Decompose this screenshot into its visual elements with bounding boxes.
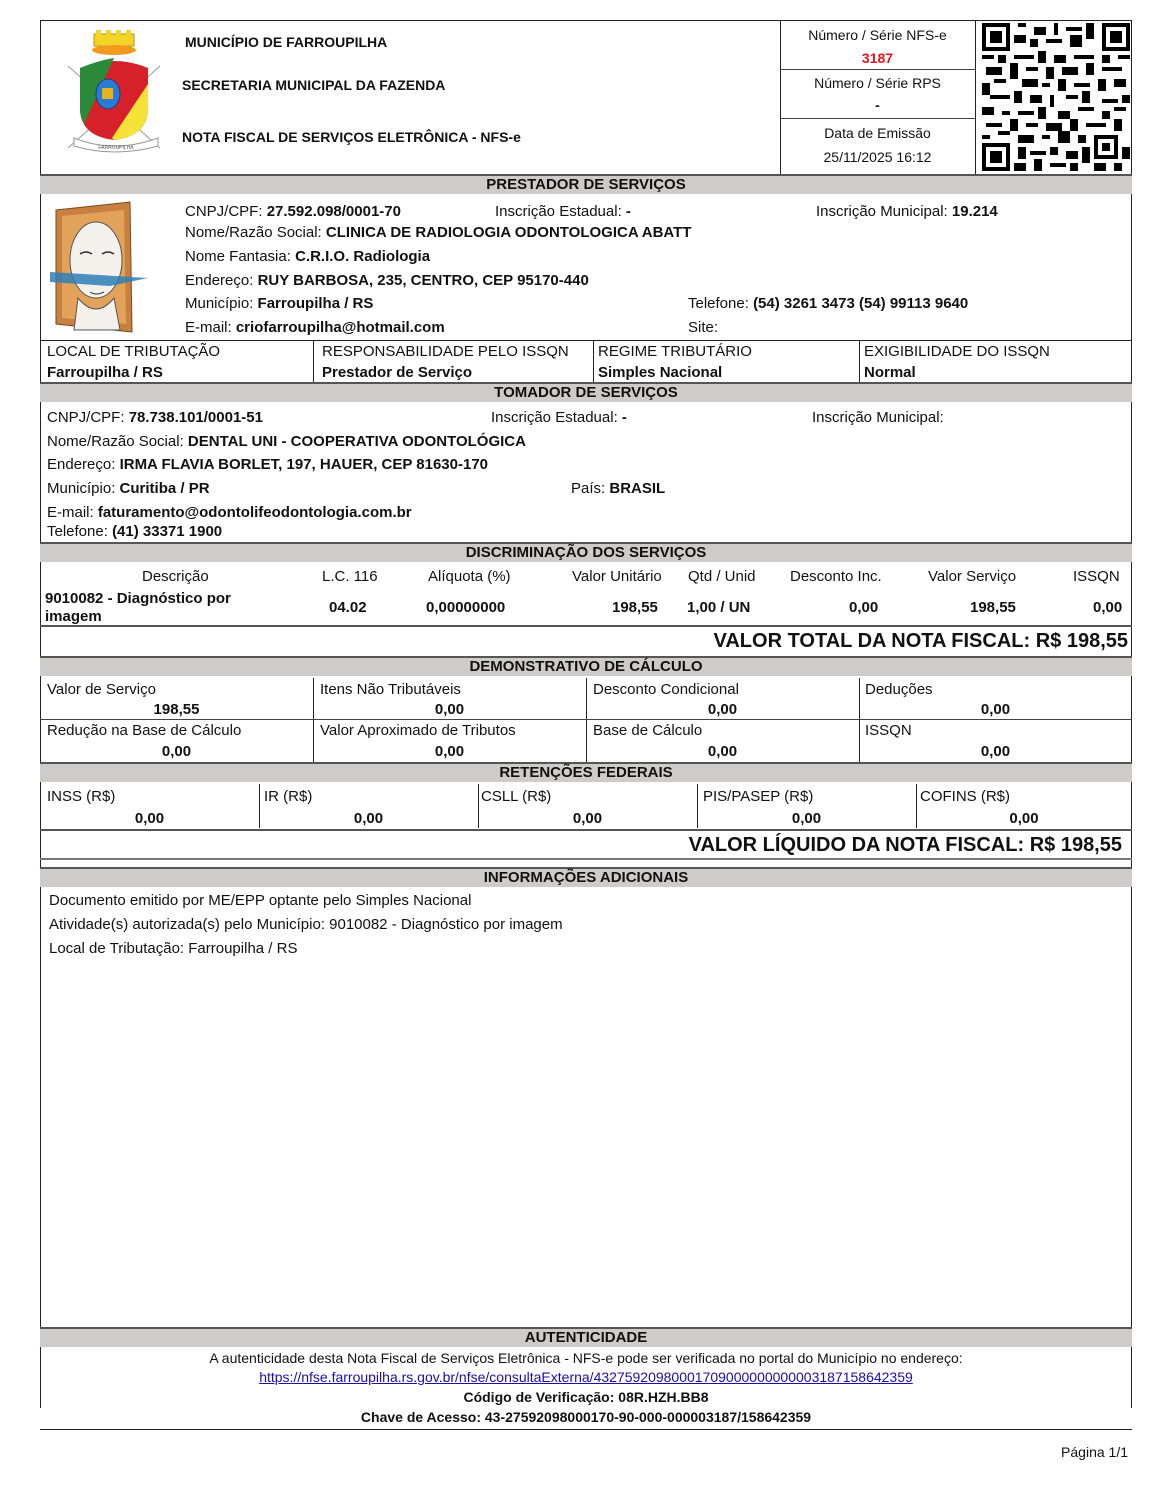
service-qty-unit: 1,00 / UN: [687, 599, 751, 616]
col-lc116: L.C. 116: [322, 568, 378, 585]
tax-location-label: LOCAL DE TRIBUTAÇÃO: [47, 343, 221, 360]
prestador-email: [185, 319, 445, 336]
bottom-border: [40, 1429, 1132, 1430]
document-title: NOTA FISCAL DE SERVIÇOS ELETRÔNICA - NFS-e: [182, 129, 521, 145]
tomador-im: [812, 409, 944, 426]
prestador-address: [185, 272, 589, 289]
prestador-site: [688, 319, 718, 336]
label: Endereço:: [185, 272, 254, 289]
qr-code-icon[interactable]: [982, 23, 1130, 171]
calc-base-label: Base de Cálculo: [593, 722, 703, 739]
label: Endereço:: [47, 456, 116, 473]
header-divider: [975, 20, 976, 174]
deductions-label: Deduções: [865, 681, 933, 698]
svg-text:FARROUPILHA: FARROUPILHA: [98, 145, 134, 151]
value: -: [621, 409, 627, 426]
label: Município:: [47, 480, 116, 497]
col-discount: Desconto Inc.: [790, 568, 882, 585]
service-aliquota: 0,00000000: [426, 599, 506, 616]
inss-label: INSS (R$): [47, 788, 116, 805]
description-line: 9010082 - Diagnóstico por: [45, 590, 231, 607]
retentions-section-header: RETENÇÕES FEDERAIS: [40, 762, 1132, 782]
label: Município:: [185, 295, 254, 312]
col-issqn: ISSQN: [1073, 568, 1120, 585]
table-row: [40, 590, 1132, 626]
tomador-cnpj: [47, 409, 263, 426]
label: E-mail:: [185, 319, 232, 336]
cofins-value: 0,00: [1009, 810, 1039, 827]
calc-base-amount: 0,00: [707, 743, 738, 760]
calculation-section-header: DEMONSTRATIVO DE CÁLCULO: [40, 656, 1132, 676]
prestador-city: [185, 295, 373, 312]
secretariat-name: SECRETARIA MUNICIPAL DA FAZENDA: [182, 77, 446, 93]
cell-divider: [593, 340, 594, 382]
label: CNPJ/CPF:: [185, 203, 263, 220]
page-number: Página 1/1: [1061, 1444, 1128, 1460]
label: Inscrição Estadual:: [491, 409, 618, 426]
divider: [40, 719, 1132, 720]
issqn-amount: 0,00: [980, 743, 1011, 760]
col-unit-value: Valor Unitário: [572, 568, 662, 585]
service-value: 198,55: [970, 599, 1016, 616]
label: Inscrição Estadual:: [495, 203, 622, 220]
prestador-cnpj: [185, 203, 401, 220]
value: (54) 3261 3473 (54) 99113 9640: [753, 295, 969, 312]
ir-value: 0,00: [353, 810, 384, 827]
label: Nome/Razão Social:: [47, 433, 184, 450]
ir-label: IR (R$): [264, 788, 313, 805]
total-invoice-value: VALOR TOTAL DA NOTA FISCAL: R$ 198,55: [713, 630, 1128, 652]
value: Curitiba / PR: [119, 480, 210, 497]
top-border: [40, 20, 1132, 21]
value: 78.738.101/0001-51: [128, 409, 263, 426]
tax-location-value: Farroupilha / RS: [47, 364, 163, 381]
label: Nome Fantasia:: [185, 248, 291, 265]
service-unit-value: 198,55: [612, 599, 658, 616]
inss-value: 0,00: [134, 810, 165, 827]
verification-url-wrapper: [40, 1369, 1132, 1385]
header-row-divider: [780, 118, 975, 119]
value: 27.592.098/0001-70: [266, 203, 401, 220]
col-aliquota: Alíquota (%): [428, 568, 511, 585]
additional-info-line: Documento emitido por ME/EPP optante pelo Simples Nacional: [49, 892, 472, 909]
tomador-country: [571, 480, 665, 497]
divider: [40, 625, 1132, 627]
value: -: [625, 203, 631, 220]
value: C.R.I.O. Radiologia: [295, 248, 431, 265]
additional-info-section-header: INFORMAÇÕES ADICIONAIS: [40, 867, 1132, 887]
deductions-amount: 0,00: [980, 701, 1011, 718]
cell-divider: [859, 340, 860, 382]
authenticity-section-header: AUTENTICIDADE: [40, 1327, 1132, 1347]
verification-url-link[interactable]: https://nfse.farroupilha.rs.gov.br/nfse/consultaExterna/43275920980001709000000000003187158642359: [259, 1369, 913, 1385]
pis-pasep-label: PIS/PASEP (R$): [703, 788, 814, 805]
label: CNPJ/CPF:: [47, 409, 125, 426]
additional-info-line: Atividade(s) autorizada(s) pelo Município: 9010082 - Diagnóstico por imagem: [49, 916, 563, 933]
issqn-responsibility-value: Prestador de Serviço: [322, 364, 473, 381]
conditional-discount-label: Desconto Condicional: [593, 681, 739, 698]
tax-regime-value: Simples Nacional: [598, 364, 723, 381]
label: Nome/Razão Social:: [185, 224, 322, 241]
access-key: Chave de Acesso: 43-27592098000170-90-000-000003187/158642359: [360, 1409, 812, 1425]
approx-taxes-label: Valor Aproximado de Tributos: [320, 722, 516, 739]
col-qty-unit: Qtd / Unid: [688, 568, 756, 585]
prestador-ie: [495, 203, 631, 220]
tomador-section-header: TOMADOR DE SERVIÇOS: [40, 382, 1132, 402]
label: E-mail:: [47, 504, 94, 521]
divider: [40, 858, 1132, 860]
approx-taxes-amount: 0,00: [434, 743, 465, 760]
col-description: Descrição: [142, 568, 209, 585]
cofins-label: COFINS (R$): [920, 788, 1010, 805]
label: País:: [571, 480, 606, 497]
value: RUY BARBOSA, 235, CENTRO, CEP 95170-440: [257, 272, 589, 289]
conditional-discount-amount: 0,00: [707, 701, 738, 718]
label: Telefone:: [688, 295, 749, 312]
cell-divider: [313, 340, 314, 382]
non-taxable-label: Itens Não Tributáveis: [320, 681, 461, 698]
net-invoice-value: VALOR LÍQUIDO DA NOTA FISCAL: R$ 198,55: [688, 834, 1122, 856]
description-line: imagem: [45, 608, 102, 625]
value: CLINICA DE RADIOLOGIA ODONTOLOGICA ABATT: [325, 224, 692, 241]
value: 19.214: [951, 203, 998, 220]
value: Farroupilha / RS: [257, 295, 374, 312]
non-taxable-amount: 0,00: [434, 701, 465, 718]
pis-pasep-value: 0,00: [791, 810, 822, 827]
service-lc116: 04.02: [329, 599, 367, 616]
issqn-responsibility-label: RESPONSABILIDADE PELO ISSQN: [322, 343, 569, 360]
nfse-number-label: Número / Série NFS-e: [808, 27, 947, 43]
issue-date-label: Data de Emissão: [824, 125, 931, 141]
value: (41) 33371 1900: [112, 523, 223, 540]
municipality-name: MUNICÍPIO DE FARROUPILHA: [185, 34, 388, 50]
value: IRMA FLAVIA BORLET, 197, HAUER, CEP 81630-170: [119, 456, 488, 473]
label: Inscrição Municipal:: [812, 409, 944, 426]
value: DENTAL UNI - COOPERATIVA ODONTOLÓGICA: [187, 433, 526, 450]
tomador-phone: [47, 523, 222, 540]
provider-logo-icon: [50, 200, 150, 340]
csll-label: CSLL (R$): [481, 788, 552, 805]
value: faturamento@odontolifeodontologia.com.br: [97, 504, 412, 521]
additional-info-line: Local de Tributação: Farroupilha / RS: [49, 940, 298, 957]
tomador-city: [47, 480, 210, 497]
prestador-section-header: PRESTADOR DE SERVIÇOS: [40, 174, 1132, 194]
issqn-exigibility-label: EXIGIBILIDADE DO ISSQN: [864, 343, 1050, 360]
service-value-amount: 198,55: [153, 701, 200, 718]
prestador-name: [185, 224, 691, 241]
services-section-header: DISCRIMINAÇÃO DOS SERVIÇOS: [40, 542, 1132, 562]
base-reduction-amount: 0,00: [161, 743, 192, 760]
divider: [40, 829, 1132, 831]
col-service-value: Valor Serviço: [928, 568, 1017, 585]
prestador-fantasy: [185, 248, 430, 265]
service-description: [45, 590, 231, 626]
issue-date: 25/11/2025 16:12: [823, 149, 932, 165]
divider: [40, 340, 1132, 341]
tomador-email: [47, 504, 412, 521]
nfse-number: 3187: [861, 50, 894, 66]
csll-value: 0,00: [572, 810, 603, 827]
tomador-ie: [491, 409, 627, 426]
header-row-divider: [780, 69, 975, 70]
authenticity-text: A autenticidade desta Nota Fiscal de Serviços Eletrônica - NFS-e pode ser verificada no portal do Município no endereço:: [209, 1350, 963, 1366]
label: Telefone:: [47, 523, 108, 540]
verification-code: Código de Verificação: 08R.HZH.BB8: [463, 1389, 709, 1405]
tax-regime-label: REGIME TRIBUTÁRIO: [598, 343, 752, 360]
value: criofarroupilha@hotmail.com: [235, 319, 445, 336]
rps-value: -: [875, 97, 880, 113]
issqn-label: ISSQN: [865, 722, 912, 739]
service-discount: 0,00: [849, 599, 879, 616]
service-value-label: Valor de Serviço: [47, 681, 156, 698]
label: Inscrição Municipal:: [816, 203, 948, 220]
service-issqn: 0,00: [1093, 599, 1123, 616]
label: Site:: [688, 319, 719, 336]
tomador-address: [47, 456, 488, 473]
rps-label: Número / Série RPS: [814, 75, 941, 91]
tomador-name: [47, 433, 526, 450]
value: BRASIL: [609, 480, 666, 497]
issqn-exigibility-value: Normal: [864, 364, 916, 381]
services-table-header: [40, 568, 1132, 588]
prestador-im: [816, 203, 998, 220]
prestador-phone: [688, 295, 968, 312]
municipal-coat-of-arms-icon: [62, 28, 172, 154]
base-reduction-label: Redução na Base de Cálculo: [47, 722, 242, 739]
